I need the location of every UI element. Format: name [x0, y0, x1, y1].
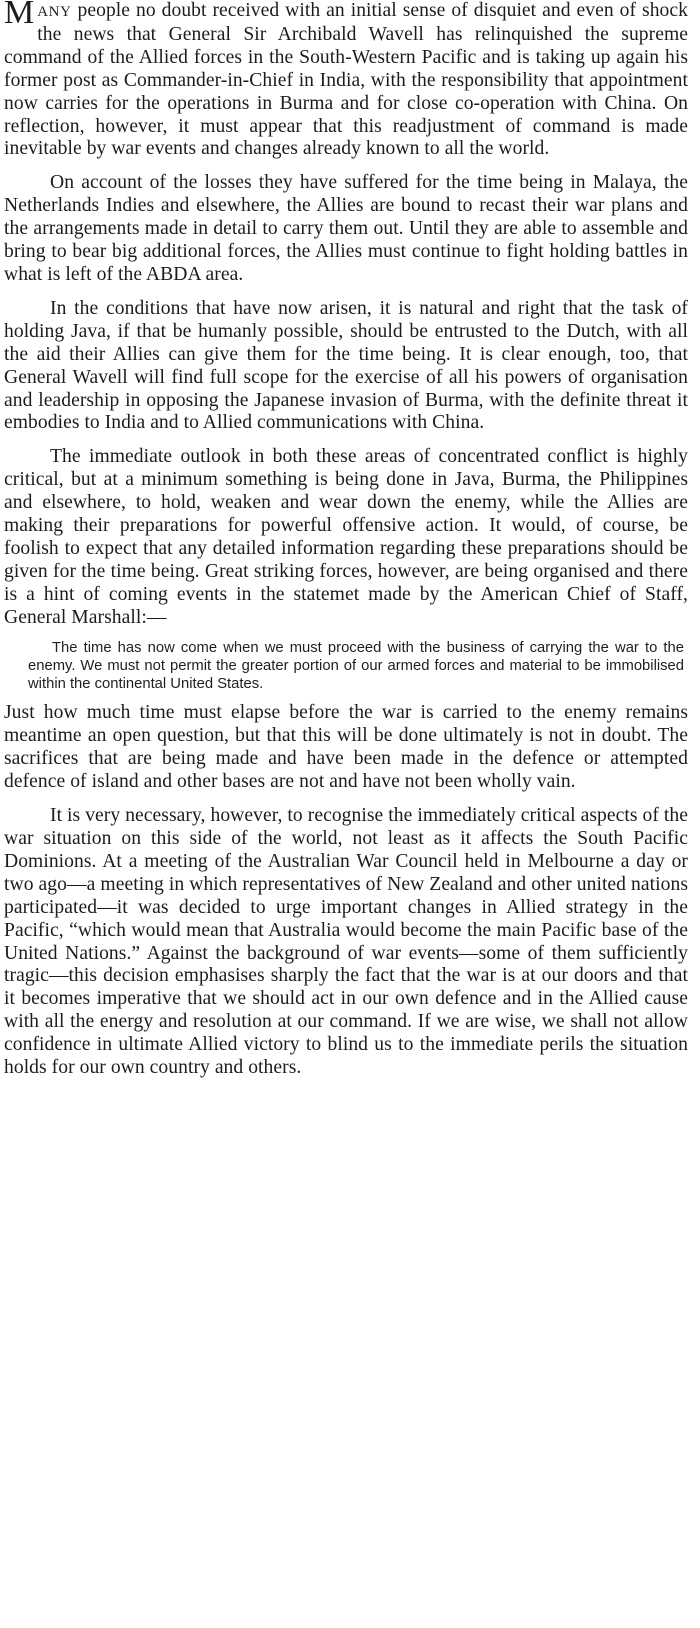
paragraph-5: Just how much time must elapse before the war is carried to the enemy remains meantime an open question, but that this will be done ultimately is not in doubt. The sacrifices that are being made and have been made in the defence or attempted defence of island and other bases are not and have not been wholly vain.	[4, 702, 688, 793]
block-quote-marshall: The time has now come when we must proceed with the business of carrying the war to the enemy. We must not permit the greater portion of our armed forces and material to be immobilised within the continental United States.	[28, 639, 684, 693]
newspaper-editorial	[4, 0, 688, 1080]
paragraph-1-text: people no doubt received with an initial sense of disquiet and even of shock the news that General Sir Archibald Wavell has relinquished the supreme command of the Allied forces in the South-Western Pacific and is taking up again his former post as Commander-in-Chief in India, with the responsibility that appointment now carries for the operations in Burma and for close co-operation with China. On reflection, however, it must appear that this readjustment of command is made inevitable by war events and changes already known to all the world.	[4, 0, 688, 160]
paragraph-4: The immediate outlook in both these areas of concentrated conflict is highly critical, but at a minimum something is being done in Java, Burma, the Philippines and elsewhere, to hold, weaken and wear down the enemy, while the Allies are making their preparations for powerful offensive action. It would, of course, be foolish to expect that any detailed information regarding these preparations should be given for the time being. Great striking forces, however, are being organised and there is a hint of coming events in the statemet made by the American Chief of Staff, General Marshall:—	[4, 446, 688, 628]
paragraph-3: In the conditions that have now arisen, it is natural and right that the task of holding Java, if that be humanly possible, should be entrusted to the Dutch, with all the aid their Allies can give them for the time being. It is clear enough, too, that General Wavell will find full scope for the exercise of all his powers of organisation and leadership in opposing the Japanese invasion of Burma, with the definite threat it embodies to India and to Allied communications with China.	[4, 297, 688, 434]
paragraph-6: It is very necessary, however, to recognise the immediately critical aspects of the war situation on this side of the world, not least as it affects the South Pacific Dominions. At a meeting of the Australian War Council held in Melbourne a day or two ago—a meeting in which representatives of New Zealand and other united nations participated—it was decided to urge important changes in Allied strategy in the Pacific, “which would mean that Australia would become the main Pacific base of the United Nations.” Against the background of war events—some of them sufficiently tragic—this decision emphasises sharply the fact that the war is at our doors and that it becomes imperative that we should act in our own defence and in the Allied cause with all the energy and resolution at our command. If we are wise, we shall not allow confidence in ultimate Allied victory to blind us to the immediate perils the situation holds for our own country and others.	[4, 805, 688, 1079]
paragraph-2: On account of the losses they have suffered for the time being in Malaya, the Netherlands Indies and elsewhere, the Allies are bound to recast their war plans and the arrangements made in detail to carry them out. Until they are able to assemble and bring to bear big additional forces, the Allies must continue to fight holding battles in what is left of the ABDA area.	[4, 172, 688, 285]
paragraph-1	[4, 0, 688, 161]
drop-cap: M	[4, 0, 35, 31]
opening-small-caps: ANY	[37, 4, 72, 20]
